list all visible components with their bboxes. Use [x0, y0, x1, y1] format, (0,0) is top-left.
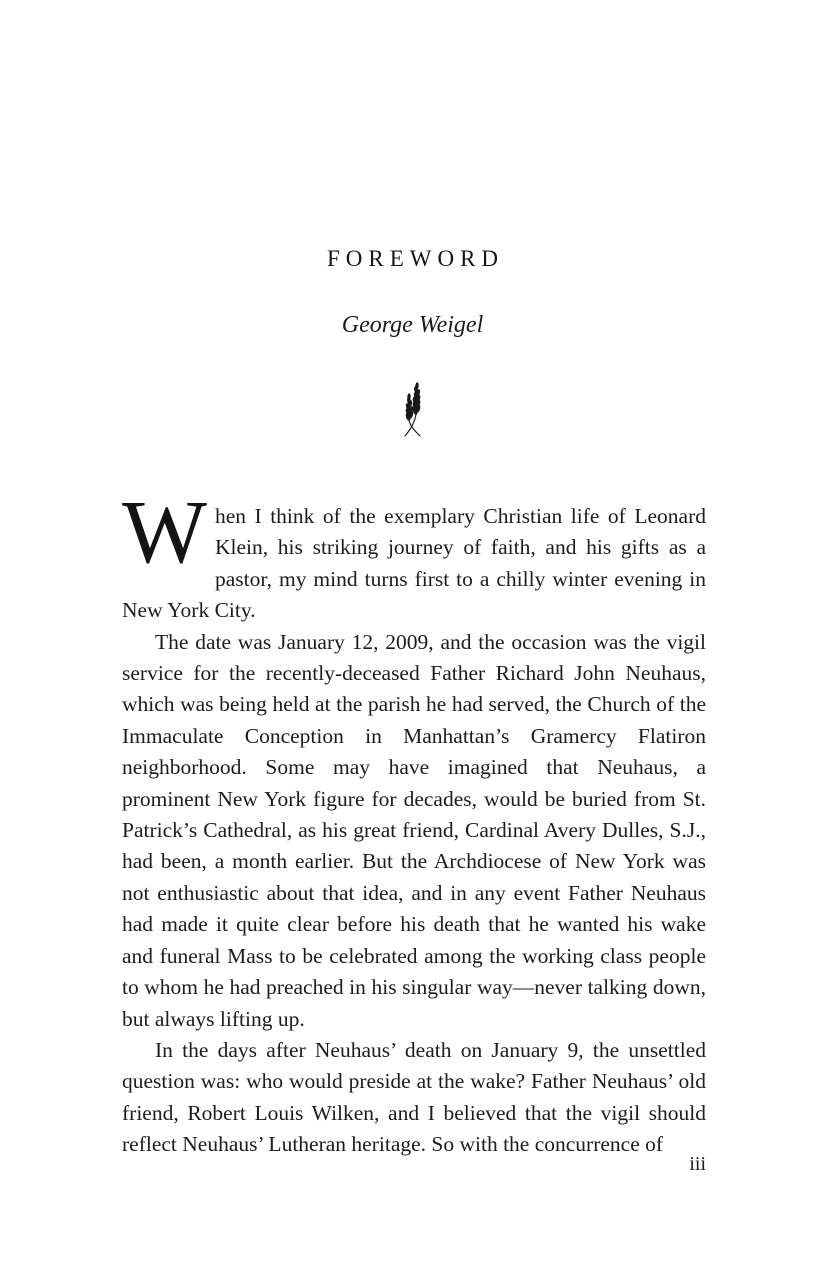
paragraph-wake: In the days after Neuhaus’ death on January 9, the unsettled question was: who would preside at the wake? Father Neuhaus’ old friend, Robert Louis Wilken, and I believed that the vigil should reflect Neuhaus’ Lutheran heritage. So with the concurrence of [122, 1037, 706, 1157]
wheat-ornament-icon [395, 380, 431, 438]
section-ornament [0, 380, 825, 443]
paragraph-opening-text: hen I think of the exemplary Christian life of Leonard Klein, his striking journey of faith, and his gifts as a pastor, my mind turns first to a chilly winter evening in New York City. [122, 504, 706, 623]
paragraph-opening [122, 483, 706, 627]
body-text [122, 483, 706, 1161]
chapter-title: FOREWORD [326, 246, 505, 271]
author-byline: George Weigel [341, 312, 484, 338]
drop-cap: W [122, 483, 207, 582]
page-number: iii [689, 1153, 706, 1175]
paragraph-vigil: The date was January 12, 2009, and the occasion was the vigil service for the recently-deceased Father Richard John Neuhaus, which was being held at the parish he had served, the Church of the Immaculate Conception in Manhattan’s Gramercy Flatiron neighborhood. Some may have imagined that Neuhaus, a prominent New York figure for decades, would be buried from St. Patrick’s Cathedral, as his great friend, Cardinal Avery Dulles, S.J., had been, a month earlier. But the Archdiocese of New York was not enthusiastic about that idea, and in any event Father Neuhaus had made it quite clear before his death that he wanted his wake and funeral Mass to be celebrated among the working class people to whom he had preached in his singular way—never talking down, but always lifting up. [122, 629, 706, 1031]
